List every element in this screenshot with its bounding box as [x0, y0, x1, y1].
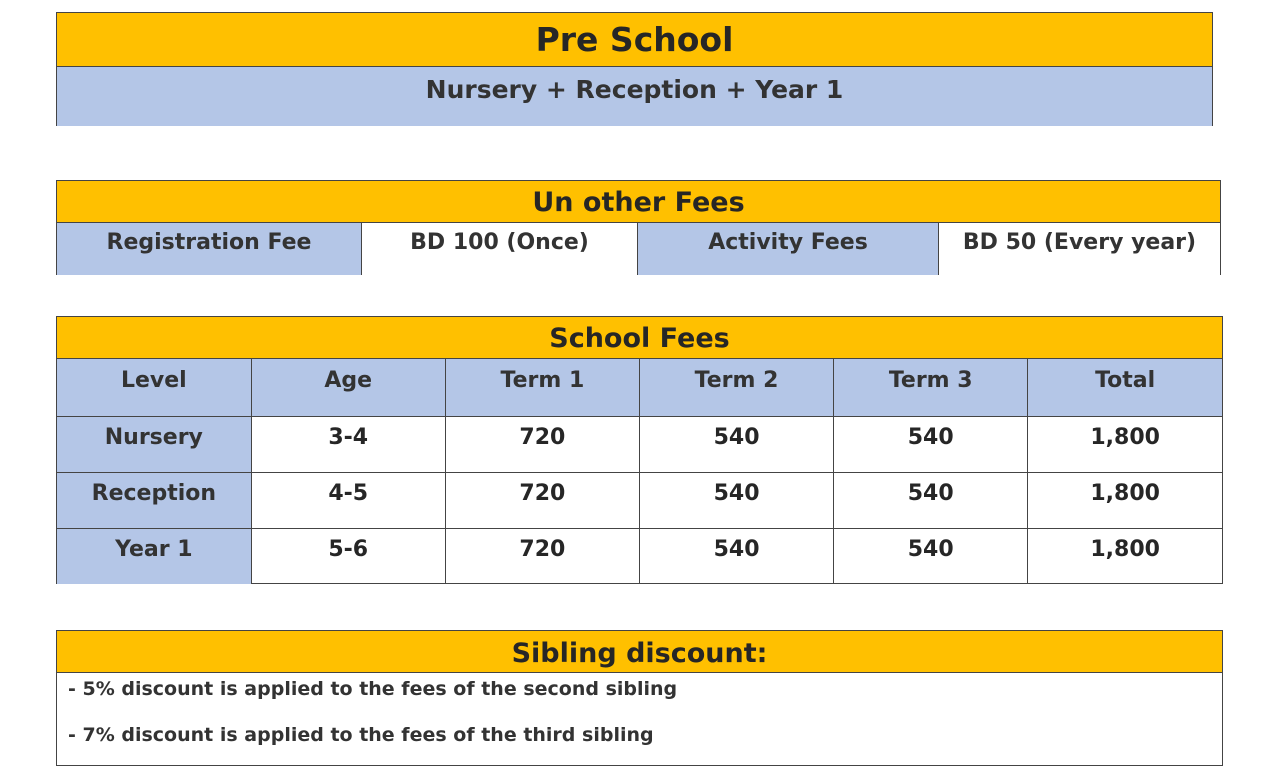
other-fees-block: [56, 180, 1221, 275]
sibling-discount-block: [56, 630, 1223, 766]
school-fees-block: [56, 316, 1223, 584]
column-header-term-1: Term 1: [445, 359, 639, 416]
column-header-age: Age: [251, 359, 445, 416]
column-header-level: Level: [57, 359, 251, 416]
activity-fees-label: Activity Fees: [638, 223, 939, 275]
term-1-cell: 720: [445, 528, 639, 584]
term-1-cell: 720: [445, 416, 639, 472]
column-header-term-3: Term 3: [834, 359, 1028, 416]
page-title: Pre School: [57, 13, 1212, 67]
table-row: [57, 528, 1222, 584]
term-2-cell: 540: [639, 528, 833, 584]
total-cell: 1,800: [1028, 416, 1222, 472]
term-2-cell: 540: [639, 416, 833, 472]
school-fees-table: [57, 359, 1222, 584]
page-subtitle: Nursery + Reception + Year 1: [57, 67, 1212, 126]
term-3-cell: 540: [834, 472, 1028, 528]
table-row: [57, 416, 1222, 472]
activity-fees-value: BD 50 (Every year): [939, 223, 1220, 275]
school-fees-title: School Fees: [57, 317, 1222, 359]
pre-school-header-block: [56, 12, 1213, 126]
total-cell: 1,800: [1028, 472, 1222, 528]
third-sibling-discount-text: - 7% discount is applied to the fees of the third sibling: [68, 724, 654, 746]
other-fees-row: [57, 223, 1220, 275]
other-fees-title: Un other Fees: [57, 181, 1220, 223]
term-3-cell: 540: [834, 416, 1028, 472]
registration-fee-value: BD 100 (Once): [362, 223, 638, 275]
level-cell: Nursery: [57, 416, 251, 472]
registration-fee-label: Registration Fee: [57, 223, 362, 275]
sibling-discount-title: Sibling discount:: [57, 631, 1222, 673]
level-cell: Year 1: [57, 528, 251, 584]
table-header-row: [57, 359, 1222, 416]
term-3-cell: 540: [834, 528, 1028, 584]
age-cell: 4-5: [251, 472, 445, 528]
age-cell: 3-4: [251, 416, 445, 472]
term-2-cell: 540: [639, 472, 833, 528]
age-cell: 5-6: [251, 528, 445, 584]
second-sibling-discount-text: - 5% discount is applied to the fees of the second sibling: [68, 678, 678, 700]
table-row: [57, 472, 1222, 528]
term-1-cell: 720: [445, 472, 639, 528]
column-header-term-2: Term 2: [639, 359, 833, 416]
column-header-total: Total: [1028, 359, 1222, 416]
total-cell: 1,800: [1090, 536, 1160, 562]
level-cell: Reception: [57, 472, 251, 528]
